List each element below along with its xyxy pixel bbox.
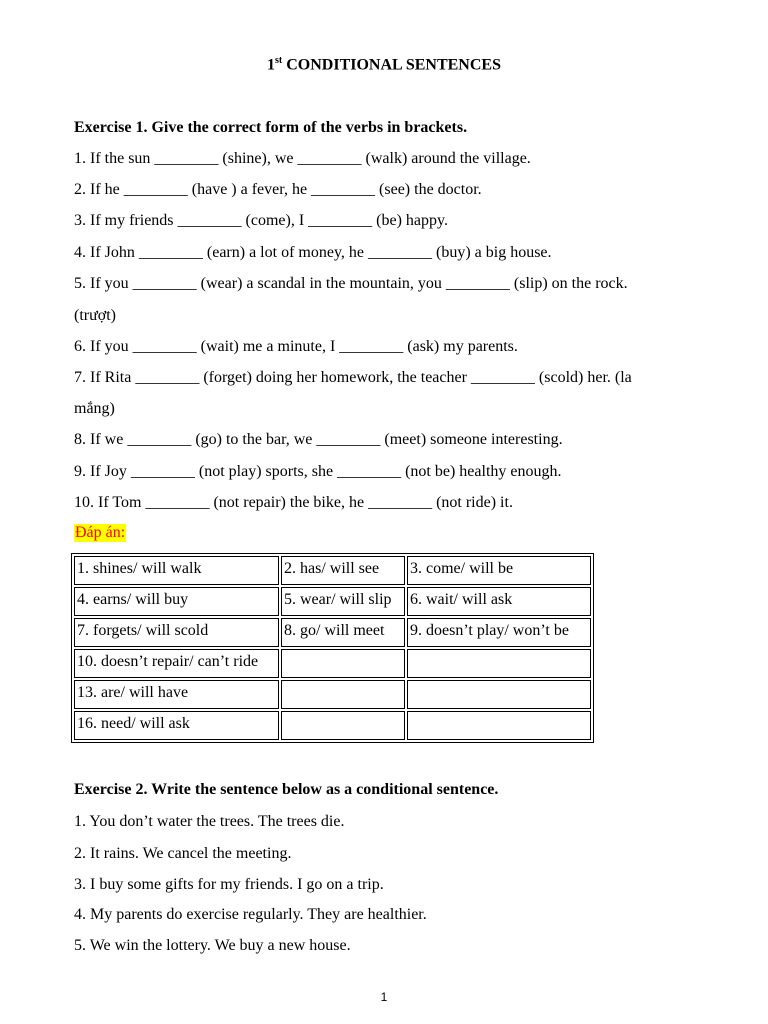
exercise1-item: 4. If John ________ (earn) a lot of money, he ________ (buy) a big house.: [74, 244, 552, 261]
answer-cell: 3. come/ will be: [407, 556, 591, 585]
title-text: CONDITIONAL SENTENCES: [286, 56, 501, 74]
table-row: [74, 680, 591, 709]
title-superscript: st: [275, 55, 283, 66]
answer-cell: [407, 711, 591, 740]
answer-table: [71, 553, 594, 743]
answer-cell: [281, 711, 405, 740]
exercise1-item: 1. If the sun ________ (shine), we ________ (walk) around the village.: [74, 150, 531, 167]
answer-cell: [407, 649, 591, 678]
answer-key-label-row: [74, 524, 696, 542]
exercise2-heading: Exercise 2. Write the sentence below as a conditional sentence.: [74, 781, 499, 798]
answer-cell: 1. shines/ will walk: [74, 556, 279, 585]
answer-cell: 16. need/ will ask: [74, 711, 279, 740]
exercise1-item: 9. If Joy ________ (not play) sports, she ________ (not be) healthy enough.: [74, 463, 562, 480]
answer-cell: 10. doesn’t repair/ can’t ride: [74, 649, 279, 678]
table-row: [74, 711, 591, 740]
table-row: [74, 556, 591, 585]
exercise1-heading: Exercise 1. Give the correct form of the verbs in brackets.: [74, 119, 468, 136]
answer-cell: 4. earns/ will buy: [74, 587, 279, 616]
exercise1-item-continuation: mắng): [74, 400, 115, 417]
table-row: [74, 649, 591, 678]
exercise1-item: 3. If my friends ________ (come), I ________ (be) happy.: [74, 212, 448, 229]
exercise1-item-continuation: (trượt): [74, 307, 117, 324]
answer-cell: [407, 680, 591, 709]
exercise2-item: 4. My parents do exercise regularly. They are healthier.: [74, 906, 427, 923]
exercise2-item: 1. You don’t water the trees. The trees die.: [74, 813, 345, 830]
answer-cell: 9. doesn’t play/ won’t be: [407, 618, 591, 647]
exercise1-item: 10. If Tom ________ (not repair) the bike, he ________ (not ride) it.: [74, 494, 513, 511]
answer-cell: [281, 680, 405, 709]
exercise1-item: 6. If you ________ (wait) me a minute, I ________ (ask) my parents.: [74, 338, 518, 355]
answer-cell: [281, 649, 405, 678]
exercise1-item: 8. If we ________ (go) to the bar, we ________ (meet) someone interesting.: [74, 431, 563, 448]
answer-cell: 5. wear/ will slip: [281, 587, 405, 616]
exercise2-item: 5. We win the lottery. We buy a new house.: [74, 937, 351, 954]
exercise2-item: 2. It rains. We cancel the meeting.: [74, 845, 292, 862]
answer-cell: 13. are/ will have: [74, 680, 279, 709]
answer-cell: 6. wait/ will ask: [407, 587, 591, 616]
table-row: [74, 587, 591, 616]
exercise1-item: 2. If he ________ (have ) a fever, he ________ (see) the doctor.: [74, 181, 482, 198]
answer-cell: 7. forgets/ will scold: [74, 618, 279, 647]
exercise2-item: 3. I buy some gifts for my friends. I go on a trip.: [74, 876, 384, 893]
page-number: 1: [380, 990, 388, 1004]
title-prefix: 1: [267, 56, 276, 74]
exercise1-item: 7. If Rita ________ (forget) doing her homework, the teacher ________ (scold) her. (la: [74, 369, 632, 386]
table-row: [74, 618, 591, 647]
answer-cell: 2. has/ will see: [281, 556, 405, 585]
page-title: [0, 55, 768, 74]
answer-key-label: Đáp án:: [75, 524, 126, 541]
exercise1-item: 5. If you ________ (wear) a scandal in the mountain, you ________ (slip) on the rock.: [74, 275, 628, 292]
answer-cell: 8. go/ will meet: [281, 618, 405, 647]
